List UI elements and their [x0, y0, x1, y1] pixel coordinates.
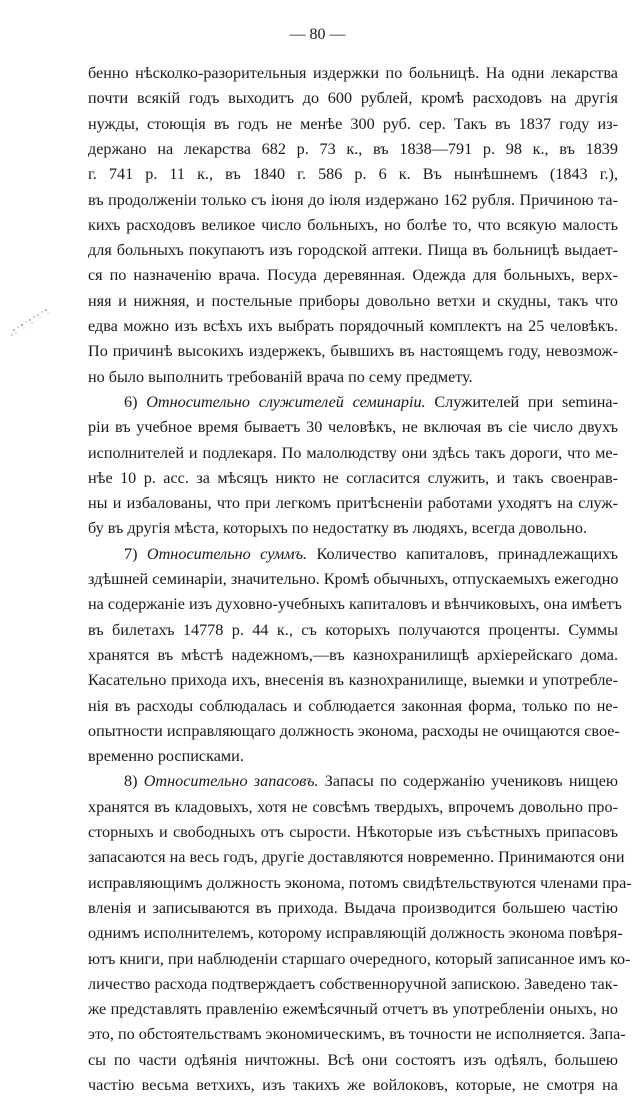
- text-line: это, по обстоятельствамъ экономическимъ, въ точности не исполняется. Запа-: [88, 1025, 626, 1044]
- text-line: По причинѣ высокихъ издержекъ, бывшихъ въ настоящемъ году, невозмож-: [88, 342, 618, 361]
- text-line: ютъ книги, при наблюденіи старшаго очередного, который записанное имъ ко-: [88, 949, 631, 968]
- text-line: няя и нижняя, и постельные приборы довольно ветхи и скудны, такъ что: [88, 291, 618, 310]
- text-line: 7) Относительно суммъ. Количество капиталовъ, принадлежащихъ: [124, 544, 619, 563]
- text-line: бу въ другія мѣста, которыхъ по недостатку въ людяхъ, всегда довольно.: [88, 519, 588, 538]
- text-line: г. 741 р. 11 к., въ 1840 г. 586 р. 6 к. Въ нынѣшнемъ (1843 г.),: [88, 165, 618, 184]
- text-line: же представлять правленію ежемѣсячный отчетъ въ употребленіи оныхъ, но: [88, 1000, 618, 1019]
- text-line: на содержаніе изъ духовно-учебныхъ капиталовъ и вѣнчиковыхъ, она имѣетъ: [88, 595, 622, 614]
- text-line: едва можно изъ всѣхъ ихъ выбрать порядочный комплектъ на 25 человѣкъ.: [88, 317, 618, 335]
- text-line: сы по части одѣянія ничтожны. Всѣ они состоятъ изъ одѣялъ, большею: [88, 1050, 618, 1069]
- text-line: нія въ расходы соблюдалась и соблюдается законная форма, только по не-: [88, 696, 618, 715]
- text-line: кихъ расходовъ великое число больныхъ, но болѣе то, что всякую малость: [88, 215, 618, 234]
- text-line: 8) Относительно запасовъ. Запасы по содержанію учениковъ нищею: [124, 772, 618, 791]
- text-line: хранятся въ мѣстѣ надежномъ,—въ казнохранилищѣ архіерейскаго дома.: [88, 645, 618, 664]
- text-line: держано на лекарства 682 р. 73 к., въ 1838—791 р. 98 к., въ 1839: [88, 139, 618, 158]
- text-line: нѣе 10 р. асс. за мѣсяцъ никто не согласится служить, и такъ своенрав-: [88, 468, 618, 487]
- text-line: ны и избалованы, что при легкомъ притѣсненіи работами уходятъ на служ-: [88, 494, 618, 513]
- text-line: нужды, стоющія въ годъ не менѣе 300 руб. сер. Такъ въ 1837 году из-: [88, 114, 618, 133]
- text-line: вленія и записываются въ прихода. Выдача производится большею частію: [88, 898, 618, 917]
- text-line: частію весьма ветхихъ, изъ такихъ же войлоковъ, которые, не смотря на: [88, 1076, 618, 1094]
- margin-smudge: [4, 300, 64, 340]
- text-line: Касательно прихода ихъ, внесенія въ казнохранилище, выемки и употребле-: [88, 671, 618, 690]
- page-number: — 80 —: [289, 26, 346, 43]
- text-line: временно росписками.: [88, 747, 244, 766]
- text-line: почти всякій годъ выходитъ до 600 рублей, кромѣ расходовъ на другія: [88, 89, 618, 108]
- text-line: личество расхода подтверждаетъ собственноручной запискою. Заведено так-: [88, 974, 618, 993]
- text-line: въ продолженіи только съ іюня до іюля издержано 162 рубля. Причиною та-: [88, 190, 618, 209]
- text-line: запасаются на весь годъ, другіе доставляются новременно. Принимаются они: [88, 848, 625, 867]
- text-line: исправляющимъ должность эконома, потомъ свидѣтельствуются членами пра-: [88, 873, 632, 892]
- text-line: сторныхъ и свободныхъ отъ сырости. Нѣкоторые изъ съѣстныхъ припасовъ: [88, 823, 618, 841]
- text-line: ріи въ учебное время бываетъ 30 человѣкъ, не включая въ сіе число двухъ: [88, 418, 618, 437]
- text-line: ся по назначенію врача. Посуда деревянная. Одежда для больныхъ, верх-: [88, 266, 618, 285]
- text-line: однимъ исполнителемъ, которому исправляющій должность эконома повѣря-: [88, 924, 623, 943]
- text-line: хранятся въ кладовыхъ, хотя не совсѣмъ твердыхъ, впрочемъ довольно про-: [88, 797, 618, 816]
- text-line: для больныхъ покупаютъ изъ городской аптеки. Пища въ больницѣ выдает-: [88, 241, 618, 260]
- text-line: опытности исправляющаго должность эконома, расходы не очищаются свое-: [88, 721, 620, 740]
- text-line: бенно нѣсколко-разорительныя издержки по больницѣ. На одни лекарства: [88, 64, 618, 82]
- text-line: въ билетахъ 14778 р. 44 к., съ которыхъ получаются проценты. Суммы: [88, 620, 618, 639]
- text-line: здѣшней семинаріи, значительно. Кромѣ обычныхъ, отпускаемыхъ ежегодно: [88, 570, 619, 588]
- text-line: но было выполнить требованій врача по сему предмету.: [88, 367, 473, 386]
- text-line: 6) Относительно служителей семинаріи. Служителей при semина-: [124, 392, 618, 411]
- text-line: исполнителей и подлекаря. По малолюдству они здѣсь такъ дороги, что ме-: [88, 443, 618, 462]
